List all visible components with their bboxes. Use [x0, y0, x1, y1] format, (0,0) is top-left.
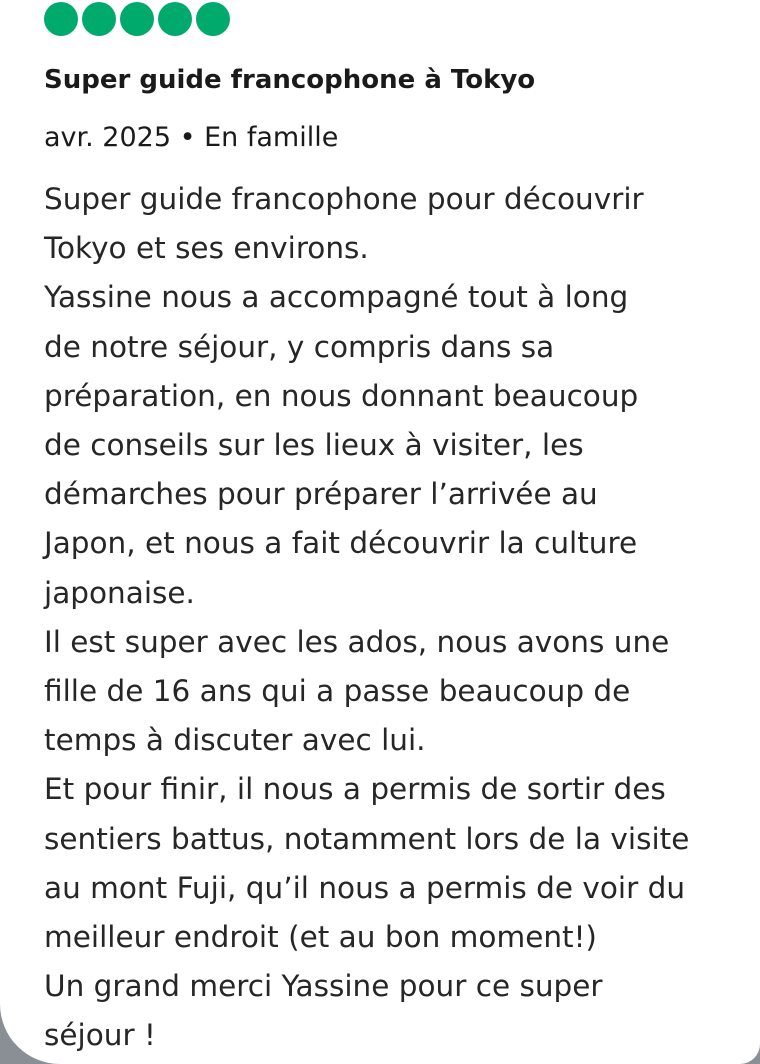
rating-bubble-icon: [82, 2, 116, 36]
review-body-line: démarches pour préparer l’arrivée au: [44, 477, 598, 512]
review-body-line: séjour !: [44, 1018, 156, 1053]
rating-bubble-icon: [120, 2, 154, 36]
rating-bubble-icon: [44, 2, 78, 36]
review-title: Super guide francophone à Tokyo: [44, 65, 536, 95]
review-body-line: temps à discuter avec lui.: [44, 723, 426, 758]
review-body-line: Yassine nous a accompagné tout à long: [44, 280, 629, 315]
review-body-line: japonaise.: [44, 575, 195, 610]
rating-bubbles: [44, 2, 230, 36]
review-body-line: Tokyo et ses environs.: [44, 231, 369, 266]
review-body-line: Un grand merci Yassine pour ce super: [44, 969, 603, 1004]
review-body-line: Japon, et nous a fait découvrir la culture: [44, 526, 638, 561]
review-meta: avr. 2025 • En famille: [44, 122, 339, 153]
review-body-line: de conseils sur les lieux à visiter, les: [44, 428, 584, 463]
review-body-line: préparation, en nous donnant beaucoup: [44, 378, 639, 413]
rating-bubble-icon: [158, 2, 192, 36]
review-body-line: Super guide francophone pour découvrir: [44, 182, 644, 216]
review-body-line: sentiers battus, notamment lors de la visite: [44, 821, 690, 856]
review-body-line: fille de 16 ans qui a passe beaucoup de: [44, 674, 631, 709]
review-body-line: Il est super avec les ados, nous avons une: [44, 624, 670, 659]
review-body-line: Et pour finir, il nous a permis de sortir des: [44, 772, 666, 807]
review-body-line: au mont Fuji, qu’il nous a permis de voir du: [44, 870, 686, 905]
rating-bubble-icon: [196, 2, 230, 36]
review-body: [44, 175, 754, 1061]
review-body-line: meilleur endroit (et au bon moment!): [44, 920, 597, 955]
review-body-line: de notre séjour, y compris dans sa: [44, 329, 555, 364]
